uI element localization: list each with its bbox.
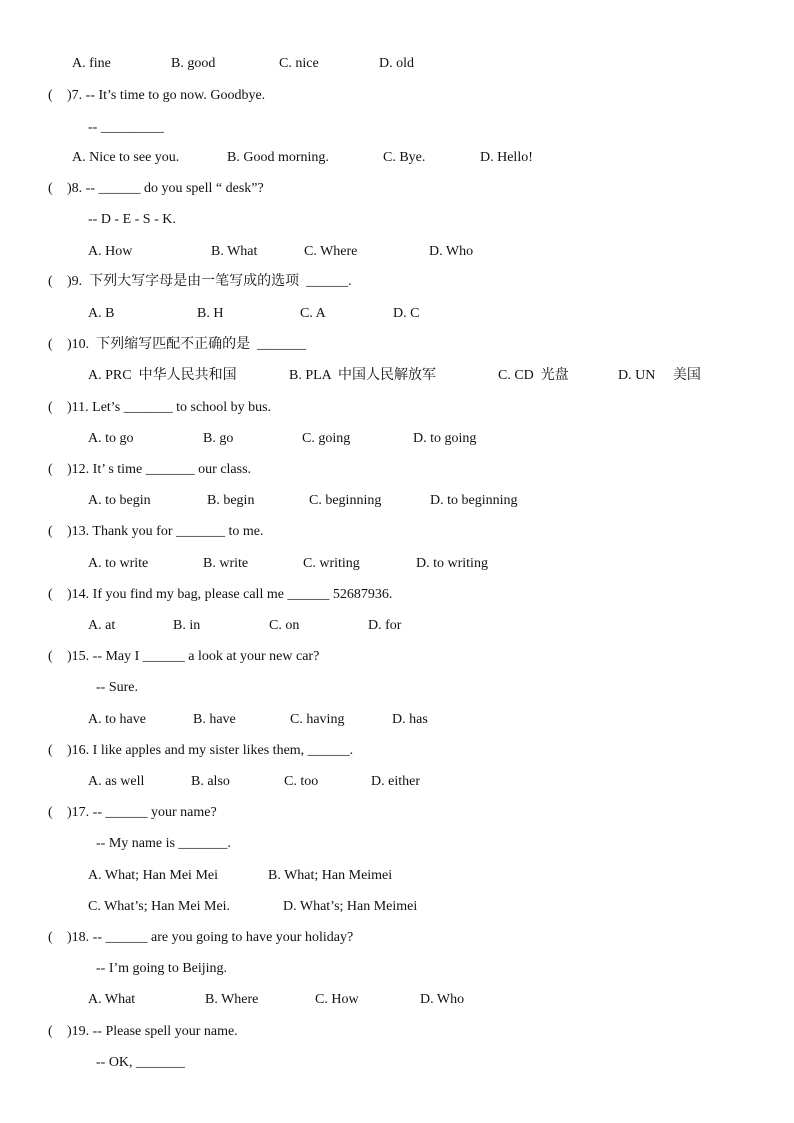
answer-option: B. H — [197, 306, 224, 321]
question-text: )9. 下列大写字母是由一笔写成的选项 ______. — [67, 274, 352, 289]
answer-option: C. How — [315, 992, 359, 1007]
answer-option: A. to go — [88, 431, 134, 446]
answer-option: A. as well — [88, 774, 145, 789]
question-text: )14. If you find my bag, please call me ______ 52687936. — [67, 587, 393, 602]
answer-option: D. Hello! — [480, 150, 533, 165]
answer-option: B. write — [203, 556, 249, 571]
answer-bracket: ( — [48, 400, 53, 415]
answer-option: D. C — [393, 306, 420, 321]
dialogue-response: -- D - E - S - K. — [88, 212, 176, 227]
answer-bracket: ( — [48, 181, 53, 196]
question-text: )8. -- ______ do you spell “ desk”? — [67, 181, 264, 196]
question-text: )12. It’ s time _______ our class. — [67, 462, 252, 477]
answer-bracket: ( — [48, 524, 53, 539]
answer-option: A. What; Han Mei Mei — [88, 868, 218, 883]
question-text: )10. 下列缩写匹配不正确的是 _______ — [67, 337, 307, 352]
answer-option: C. What’s; Han Mei Mei. — [88, 899, 231, 914]
answer-option: C. Where — [304, 244, 358, 259]
answer-bracket: ( — [48, 805, 53, 820]
dialogue-response: -- Sure. — [96, 680, 138, 695]
question-text: )17. -- ______ your name? — [67, 805, 217, 820]
answer-option: D. What’s; Han Meimei — [283, 899, 418, 914]
answer-bracket: ( — [48, 930, 53, 945]
answer-option: A. What — [88, 992, 136, 1007]
answer-bracket: ( — [48, 274, 53, 289]
question-text: )13. Thank you for _______ to me. — [67, 524, 264, 539]
answer-option: D. has — [392, 712, 428, 727]
answer-bracket: ( — [48, 587, 53, 602]
answer-option: B. begin — [207, 493, 255, 508]
answer-option: C. Bye. — [383, 150, 426, 165]
answer-option: A. fine — [72, 56, 111, 71]
dialogue-response: -- My name is _______. — [96, 836, 231, 851]
dialogue-response: -- _________ — [88, 120, 164, 135]
answer-option: B. Where — [205, 992, 259, 1007]
question-text: )15. -- May I ______ a look at your new car? — [67, 649, 320, 664]
answer-option: A. B — [88, 306, 115, 321]
answer-bracket: ( — [48, 743, 53, 758]
answer-option: A. at — [88, 618, 116, 633]
answer-option: D. Who — [429, 244, 474, 259]
question-text: )11. Let’s _______ to school by bus. — [67, 400, 272, 415]
answer-option: D. to beginning — [430, 493, 518, 508]
answer-option: C. beginning — [309, 493, 382, 508]
answer-option: C. too — [284, 774, 319, 789]
answer-option: A. PRC 中华人民共和国 — [88, 368, 237, 383]
answer-option: B. What; Han Meimei — [268, 868, 393, 883]
answer-option: D. to writing — [416, 556, 488, 571]
question-text: )19. -- Please spell your name. — [67, 1024, 238, 1039]
answer-option: D. to going — [413, 431, 477, 446]
answer-option: A. to write — [88, 556, 149, 571]
answer-option: D. old — [379, 56, 414, 71]
answer-option: B. have — [193, 712, 236, 727]
answer-bracket: ( — [48, 88, 53, 103]
answer-bracket: ( — [48, 462, 53, 477]
answer-option: B. PLA 中国人民解放军 — [289, 368, 437, 383]
answer-option: C. going — [302, 431, 351, 446]
dialogue-response: -- OK, _______ — [96, 1055, 186, 1070]
answer-option: A. to begin — [88, 493, 151, 508]
answer-option: C. having — [290, 712, 345, 727]
answer-option: C. nice — [279, 56, 319, 71]
answer-option: A. to have — [88, 712, 146, 727]
answer-option: B. Good morning. — [227, 150, 329, 165]
answer-option: D. UN 美国 — [618, 368, 701, 383]
question-text: )16. I like apples and my sister likes them, ______. — [67, 743, 354, 758]
answer-option: D. for — [368, 618, 402, 633]
answer-option: C. CD 光盘 — [498, 368, 569, 383]
answer-option: D. either — [371, 774, 420, 789]
question-text: )7. -- It’s time to go now. Goodbye. — [67, 88, 266, 103]
answer-option: C. writing — [303, 556, 360, 571]
answer-bracket: ( — [48, 649, 53, 664]
answer-option: D. Who — [420, 992, 465, 1007]
answer-option: B. What — [211, 244, 258, 259]
answer-option: B. good — [171, 56, 216, 71]
dialogue-response: -- I’m going to Beijing. — [96, 961, 228, 976]
question-text: )18. -- ______ are you going to have your holiday? — [67, 930, 354, 945]
answer-option: C. A — [300, 306, 326, 321]
answer-bracket: ( — [48, 1024, 53, 1039]
answer-bracket: ( — [48, 337, 53, 352]
answer-option: B. also — [191, 774, 230, 789]
answer-option: B. in — [173, 618, 201, 633]
answer-option: C. on — [269, 618, 300, 633]
answer-option: A. How — [88, 244, 133, 259]
answer-option: B. go — [203, 431, 234, 446]
answer-option: A. Nice to see you. — [72, 150, 180, 165]
